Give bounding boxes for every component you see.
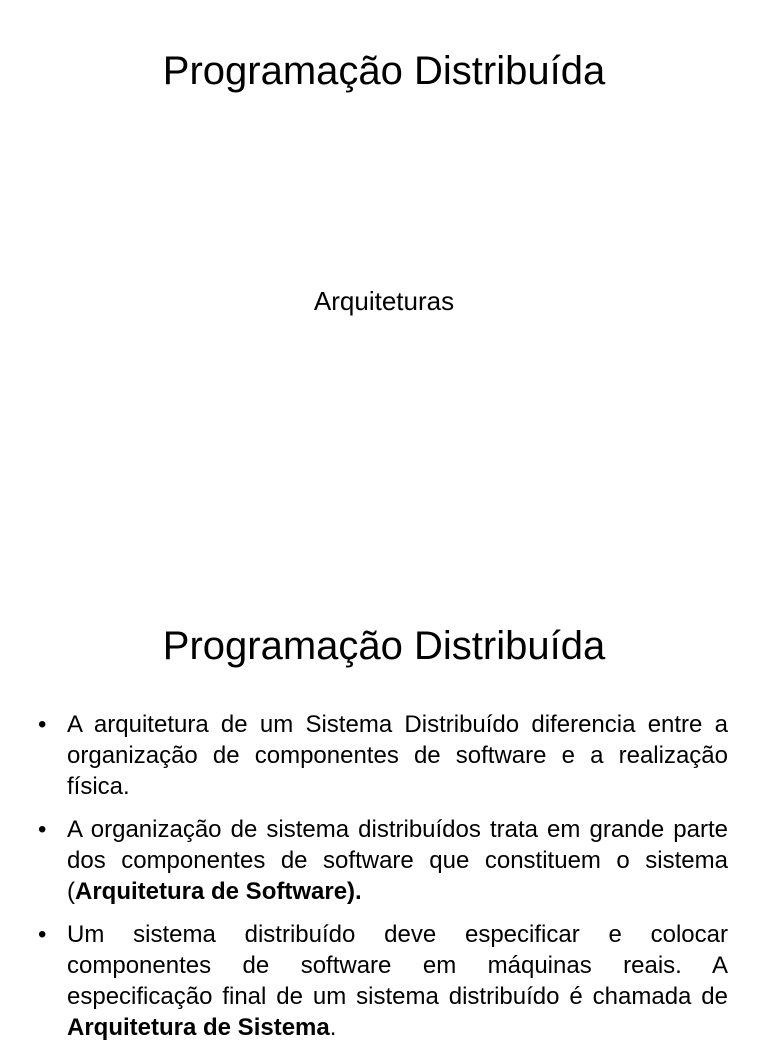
bullet-icon: • [38,921,47,948]
bullet-icon: • [38,711,47,738]
bullet-bold-text: Arquitetura de Sistema [67,1014,330,1041]
bullet-item [38,919,728,1043]
slide-2-title: Programação Distribuída [162,624,606,668]
bullet-item [38,709,728,802]
bullet-item [38,814,728,907]
slide-1-subtitle: Arquiteturas [313,286,455,316]
bullet-icon: • [38,816,47,843]
slide-1-title: Programação Distribuída [162,49,606,93]
bullet-bold-text: Arquitetura de Software). [75,878,362,905]
bullet-text: A organização de sistema distribuídos trata em grande parte dos componentes de software que constituem o sistema ( [67,816,728,905]
bullet-text: Um sistema distribuído deve especificar e colocar componentes de software em máquinas reais. A especificação final de um sistema distribuído é chamada de [67,921,728,1010]
bullet-list [38,709,728,1055]
slide-2 [0,576,768,1041]
bullet-text: A arquitetura de um Sistema Distribuído diferencia entre a organização de componentes de software e a realização física. [67,711,728,800]
bullet-trailing-text: . [329,1014,337,1041]
